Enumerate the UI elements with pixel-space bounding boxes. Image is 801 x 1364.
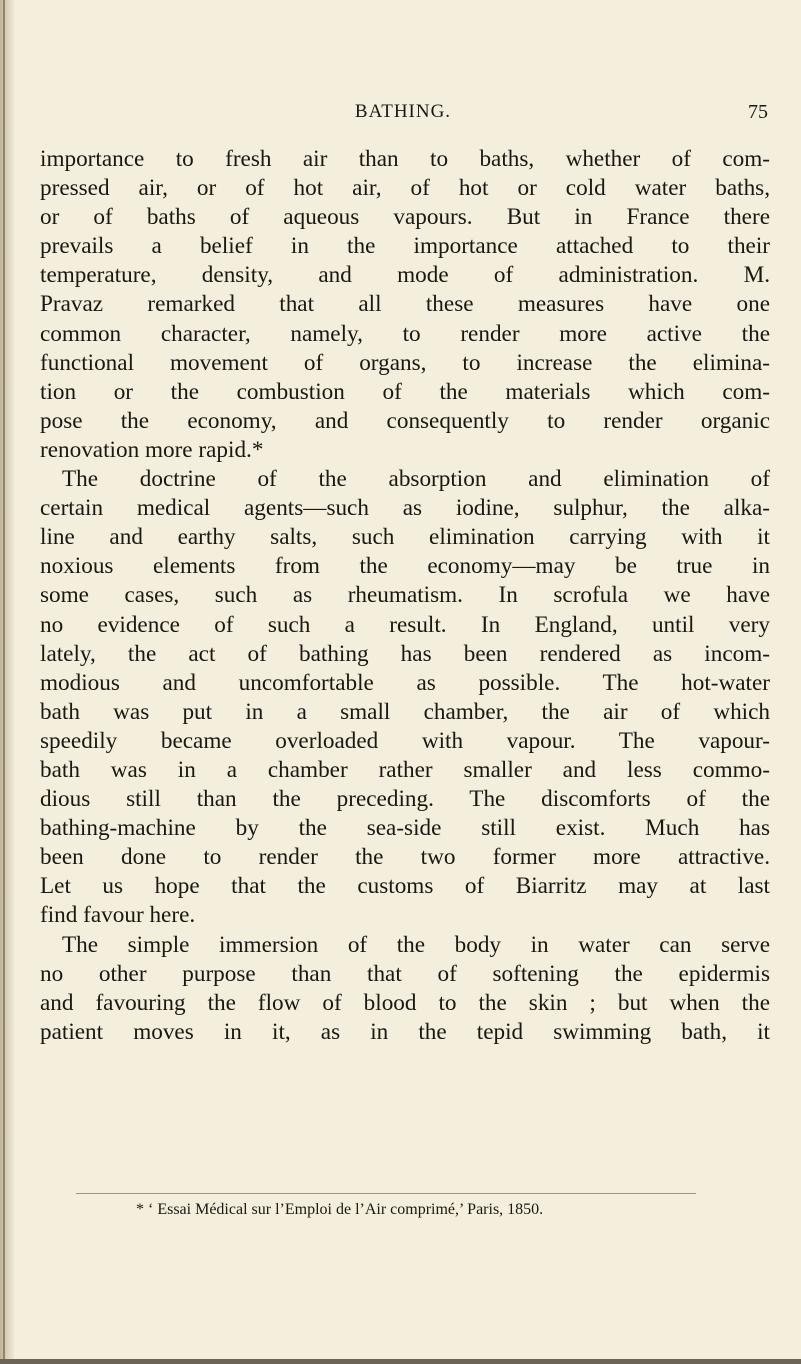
running-head — [38, 101, 768, 131]
text-line: noxious elements from the economy—may be true in — [40, 553, 770, 580]
binding-edge — [3, 0, 5, 1364]
text-line: common character, namely, to render more active the — [40, 320, 770, 347]
text-line: no evidence of such a result. In England, until very — [40, 611, 770, 638]
text-line: speedily became overloaded with vapour. The vapour- — [40, 727, 770, 754]
paragraph-start-line: The doctrine of the absorption and elimination of — [62, 466, 770, 493]
body-text — [40, 145, 770, 1047]
text-line: renovation more rapid.* — [40, 436, 264, 463]
text-line: temperature, density, and mode of administration. M. — [40, 262, 770, 289]
text-line: find favour here. — [40, 902, 196, 929]
bottom-page-edge — [0, 1359, 801, 1364]
text-line: certain medical agents—such as iodine, sulphur, the alka- — [40, 495, 770, 522]
text-line: Let us hope that the customs of Biarritz may at last — [40, 873, 770, 900]
text-line: Pravaz remarked that all these measures have one — [40, 291, 770, 318]
text-line: line and earthy salts, such elimination carrying with it — [40, 524, 770, 551]
text-line: bath was put in a small chamber, the air of which — [40, 698, 770, 725]
text-line: prevails a belief in the importance attached to their — [40, 233, 770, 260]
footnote: * ‘ Essai Médical sur l’Emploi de l’Air comprimé,’ Paris, 1850. — [136, 1201, 544, 1218]
text-line: been done to render the two former more attractive. — [40, 844, 770, 871]
text-line: bathing-machine by the sea-side still exist. Much has — [40, 815, 770, 842]
text-line: no other purpose than that of softening the epidermis — [40, 960, 770, 987]
page-number: 75 — [748, 101, 768, 123]
text-line: or of baths of aqueous vapours. But in France there — [40, 204, 770, 231]
text-line: some cases, such as rheumatism. In scrofula we have — [40, 582, 770, 609]
running-title: BATHING. — [354, 101, 452, 122]
text-line: patient moves in it, as in the tepid swimming bath, it — [40, 1018, 770, 1045]
text-line: importance to fresh air than to baths, whether of com- — [40, 146, 770, 172]
text-line: pose the economy, and consequently to render organic — [40, 407, 770, 434]
text-line: lately, the act of bathing has been rendered as incom- — [40, 640, 770, 667]
text-line: bath was in a chamber rather smaller and less commo- — [40, 756, 770, 783]
text-line: functional movement of organs, to increase the elimina- — [40, 349, 770, 376]
text-line: dious still than the preceding. The discomforts of the — [40, 786, 770, 813]
footnote-rule — [76, 1193, 696, 1194]
text-line: tion or the combustion of the materials which com- — [40, 378, 770, 405]
paragraph-start-line: The simple immersion of the body in water can serve — [62, 931, 770, 958]
text-line: and favouring the flow of blood to the skin ; but when the — [40, 989, 770, 1016]
text-line: modious and uncomfortable as possible. The hot-water — [40, 669, 770, 696]
text-line: pressed air, or of hot air, of hot or cold water baths, — [40, 175, 770, 202]
book-page — [38, 0, 788, 1364]
